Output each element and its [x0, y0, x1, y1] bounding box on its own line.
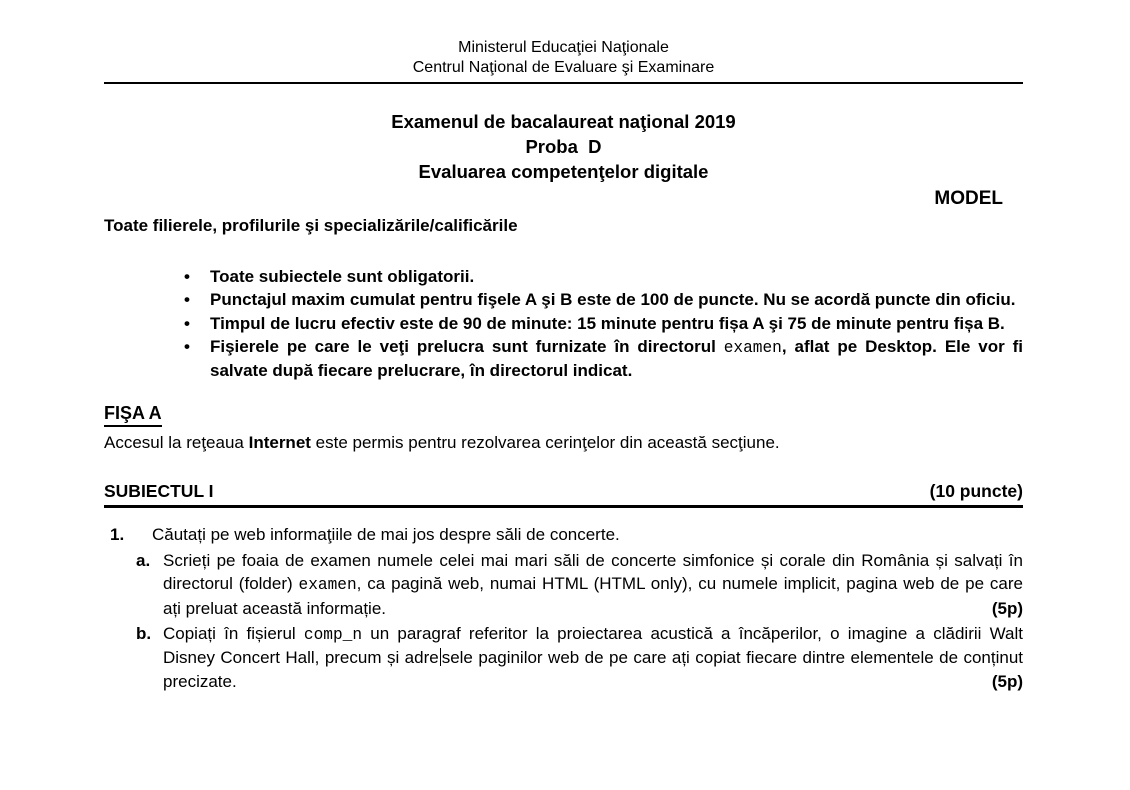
model-label: MODEL [934, 187, 1003, 209]
text-segment: Fişierele pe care le veţi prelucra sunt furnizate în directorul [210, 337, 724, 357]
fisa-a-intro [104, 431, 1023, 454]
text-segment: Toate subiectele sunt obligatorii. [210, 266, 475, 286]
text-cursor [440, 648, 441, 666]
subject-title: SUBIECTUL I [104, 481, 214, 502]
instruction-item [180, 335, 1023, 383]
exam-title: Examenul de bacalaureat naţional 2019 [391, 110, 736, 132]
subject-heading-row [104, 481, 1023, 508]
subject-points: (10 puncte) [929, 481, 1023, 502]
exam-subject-name: Evaluarea competenţelor digitale [418, 160, 709, 182]
instruction-item [180, 288, 1023, 311]
fisa-a-heading: FIŞA A [104, 403, 162, 427]
subitem-a-points: (5p) [992, 597, 1023, 620]
instructions-list [104, 265, 1023, 383]
text-segment: , ca pagină web, numai HTML (HTML only), cu numele implicit, pagina web de pe care ați preluat această informație. [163, 574, 1023, 618]
task-subitem-a [104, 549, 1023, 620]
document-header [104, 38, 1023, 79]
ministry-line: Ministerul Educaţiei Naţionale [458, 39, 669, 56]
text-segment: un paragraf referitor la proiectarea acustică a încăperilor, o imagine a clădirii Walt Disney Concert Hall, precum și adre [163, 624, 1024, 668]
text-segment: comp_n [303, 626, 363, 645]
header-rule [104, 82, 1023, 84]
task-item-text: Căutați pe web informaţiile de mai jos despre săli de concerte. [152, 525, 620, 545]
text-segment: examen [298, 576, 357, 595]
subitem-b-text [163, 622, 1023, 693]
instruction-item [180, 265, 1023, 288]
text-segment: este permis pentru rezolvarea cerinţelor din această secţiune. [310, 432, 780, 452]
subitem-a-label: a. [136, 550, 151, 570]
text-segment: Scrieți pe foaia de examen numele celei mai mari săli de concerte simfonice și corale din România și salvați în directorul (folder) [163, 550, 1023, 594]
text-segment: Copiați în fișierul [163, 624, 304, 644]
subitem-b-label: b. [136, 624, 152, 644]
text-segment: Internet [248, 432, 311, 452]
task-item-1 [104, 523, 1023, 546]
text-segment: Accesul la reţeaua [104, 432, 249, 452]
subitem-b-points: (5p) [992, 670, 1023, 693]
text-segment: Punctajul maxim cumulat pentru fişele A şi B este de 100 de puncte. Nu se acordă puncte din oficiu. [210, 290, 1016, 310]
audience-line: Toate filierele, profilurile şi specializările/calificările [104, 215, 518, 235]
title-block [104, 110, 1023, 185]
task-subitem-b [104, 622, 1023, 693]
text-segment: Timpul de lucru efectiv este de 90 de minute: 15 minute pentru fișa A şi 75 de minute pentru fișa B. [210, 313, 1005, 333]
text-segment: , aflat pe Desktop. Ele vor fi salvate după fiecare prelucrare, în directorul indicat. [210, 337, 1024, 381]
text-segment: sele paginilor web de pe care ați copiat fiecare dintre elementele de conținut precizate. [163, 648, 1024, 691]
text-segment: examen [723, 339, 782, 358]
evaluation-center-line: Centrul Naţional de Evaluare şi Examinare [412, 59, 715, 77]
subitem-a-text [163, 549, 1023, 620]
instruction-item [180, 312, 1023, 335]
task-item-number: 1. [110, 525, 125, 545]
fisa-a-section [104, 403, 1023, 454]
exam-proba: Proba D [525, 135, 602, 157]
